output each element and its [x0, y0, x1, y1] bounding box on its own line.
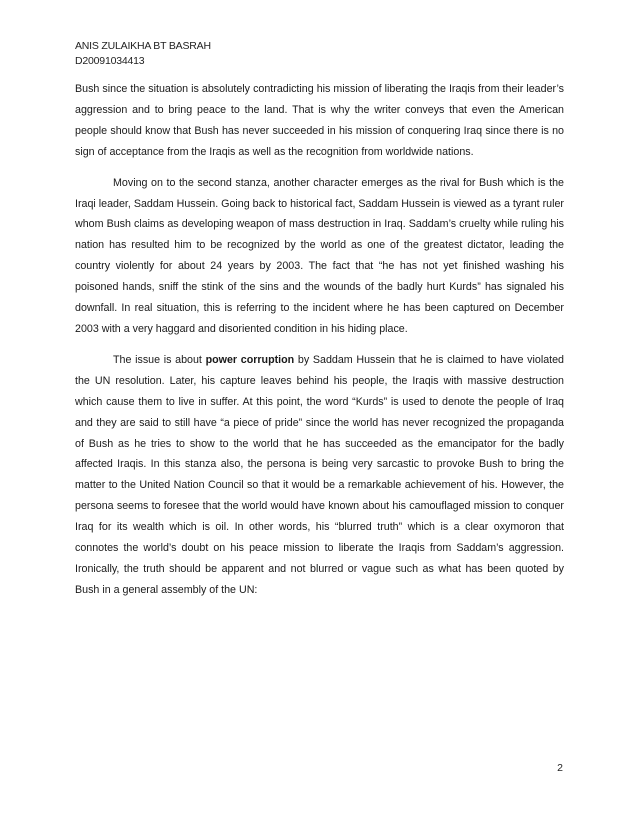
student-id: D20091034413 — [75, 55, 145, 67]
paragraph-3 — [75, 350, 564, 601]
paragraph-1: Bush since the situation is absolutely contradicting his mission of liberating the Iraqis from their leader’s aggression and to bring peace to the land. That is why the writer conveys that even the American people should know that Bush has never succeeded in his mission of conquering Iraq since there is no sign of acceptance from the Iraqis as well as the recognition from worldwide nations. — [75, 83, 564, 158]
page-number: 2 — [557, 762, 563, 774]
paragraph-3-lead: The issue is about — [113, 353, 206, 366]
emphasis-power-corruption: power corruption — [205, 353, 295, 366]
paragraph-3-rest: by Saddam Hussein that he is claimed to have violated the UN resolution. Later, his capture leaves behind his people, the Iraqis with massive destruction which cause them to live in suffer. At this point, the word “Kurds” is used to denote the people of Iraq and they are said to still have “a piece of pride” since the world has never recognized the propaganda of Bush as he tries to show to the world that he has succeeded as the emancipator for the badly affected Iraqis. In this stanza also, the persona is being very sarcastic to provoke Bush to bring the matter to the United Nation Council so that it would be a remarkable achievement of his. However, the persona seems to foresee that the world would have known about his camouflaged mission to conquer Iraq for its wealth which is oil. In other words, his “blurred truth” which is a clear oxymoron that connotes the world’s doubt on his peace mission to liberate the Iraqis from Saddam’s aggression. Ironically, the truth should be apparent and not blurred or vague such as what has been quoted by Bush in a general assembly of the UN: — [75, 353, 564, 596]
paragraph-2: Moving on to the second stanza, another character emerges as the rival for Bush which is the Iraqi leader, Saddam Hussein. Going back to historical fact, Saddam Hussein is viewed as a tyrant ruler whom Bush claims as developing weapon of mass destruction in Iraq. Saddam’s cruelty while ruling his nation has resulted him to be recognized by the world as one of the greatest dictator, leading the country violently for about 24 years by 2003. The fact that “he has not yet finished washing his poisoned hands, sniff the stink of the sins and the wounds of the badly hurt Kurds” has signaled his downfall. In real situation, this is referring to the incident where he has been captured on December 2003 with a very haggard and disoriented condition in his hiding place. — [75, 176, 564, 335]
document-body — [75, 79, 564, 611]
author-name: ANIS ZULAIKHA BT BASRAH — [75, 40, 211, 52]
page-header — [75, 39, 211, 69]
